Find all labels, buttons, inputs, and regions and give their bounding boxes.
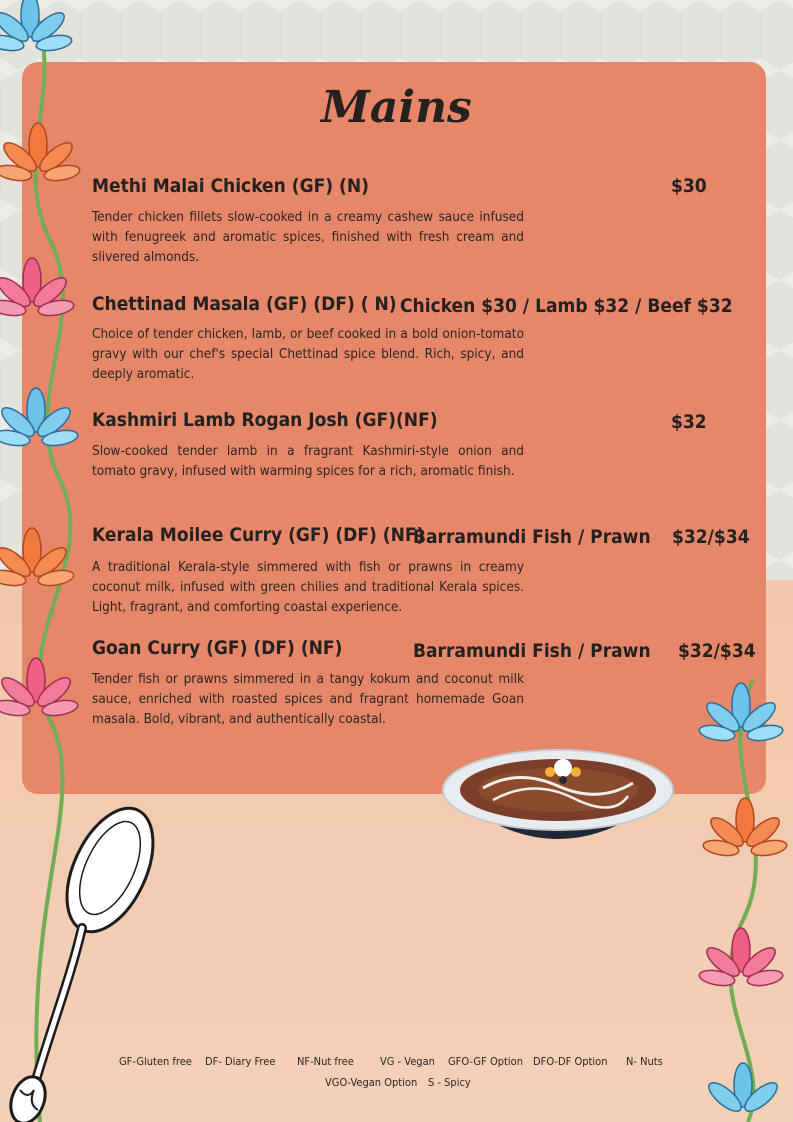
item-name-goan-curry: Goan Curry (GF) (DF) (NF) — [92, 637, 343, 659]
item-name-kerala-moilee-curry: Kerala Moilee Curry (GF) (DF) (NF) — [92, 524, 425, 546]
item-price-methi-malai-chicken: $30 — [671, 175, 707, 197]
item-name-kashmiri-lamb-rogan-josh: Kashmiri Lamb Rogan Josh (GF)(NF) — [92, 409, 438, 431]
legend-nf: NF-Nut free — [297, 1055, 354, 1068]
legend-vg: VG - Vegan — [380, 1055, 435, 1068]
legend-s: S - Spicy — [428, 1076, 471, 1089]
pink-lotus-flower — [0, 258, 75, 318]
orange-lotus-flower — [702, 798, 788, 858]
pink-lotus-flower — [698, 928, 784, 988]
legend-vgo: VGO-Vegan Option — [325, 1076, 418, 1089]
item-name-chettinad-masala: Chettinad Masala (GF) (DF) ( N) — [92, 293, 397, 315]
page-title: Mains — [321, 82, 472, 133]
item-options-goan-curry: Barramundi Fish / Prawn — [413, 640, 651, 662]
legend-gf: GF-Gluten free — [119, 1055, 192, 1068]
orange-lotus-flower — [0, 123, 81, 183]
item-description-goan-curry: Tender fish or prawns simmered in a tangy kokum and coconut milk sauce, enriched with roasted spices and fragrant homemade Goan masala. Bold, vibrant, and authentically coastal. — [92, 671, 524, 727]
item-price-kerala-moilee-curry: $32/$34 — [672, 526, 750, 548]
legend-gfo: GFO-GF Option — [448, 1055, 523, 1068]
floral-vine-icon — [693, 680, 793, 1122]
legend-dfo: DFO-DF Option — [533, 1055, 608, 1068]
curry-bowl-photo — [438, 738, 678, 863]
blue-lotus-flower — [0, 388, 79, 448]
blue-lotus-flower — [0, 0, 73, 53]
item-name-methi-malai-chicken: Methi Malai Chicken (GF) (N) — [92, 175, 369, 197]
item-price-goan-curry: $32/$34 — [678, 640, 756, 662]
item-description-methi-malai-chicken: Tender chicken fillets slow-cooked in a creamy cashew sauce infused with fenugreek and aromatic spices, finished with fresh cream and slivered almonds. — [92, 209, 524, 265]
orange-lotus-flower — [0, 528, 75, 588]
pink-lotus-flower — [0, 658, 79, 718]
item-options-kerala-moilee-curry: Barramundi Fish / Prawn — [413, 526, 651, 548]
item-price-kashmiri-lamb-rogan-josh: $32 — [671, 411, 707, 433]
item-description-chettinad-masala: Choice of tender chicken, lamb, or beef cooked in a bold onion-tomato gravy with our chef's special Chettinad spice blend. Rich, spicy, and deeply aromatic. — [92, 326, 524, 382]
spoon-illustration — [0, 800, 160, 1122]
legend-df: DF- Diary Free — [205, 1055, 276, 1068]
item-options-chettinad-masala: Chicken $30 / Lamb $32 / Beef $32 — [400, 295, 733, 317]
blue-lotus-flower — [705, 1063, 782, 1116]
legend-n: N- Nuts — [626, 1055, 663, 1068]
item-description-kashmiri-lamb-rogan-josh: Slow-cooked tender lamb in a fragrant Kashmiri-style onion and tomato gravy, infused with warming spices for a rich, aromatic finish. — [92, 443, 524, 479]
item-description-kerala-moilee-curry: A traditional Kerala-style simmered with fish or prawns in creamy coconut milk, infused with green chilies and traditional Kerala spices. Light, fragrant, and comforting coastal experience. — [92, 559, 524, 615]
